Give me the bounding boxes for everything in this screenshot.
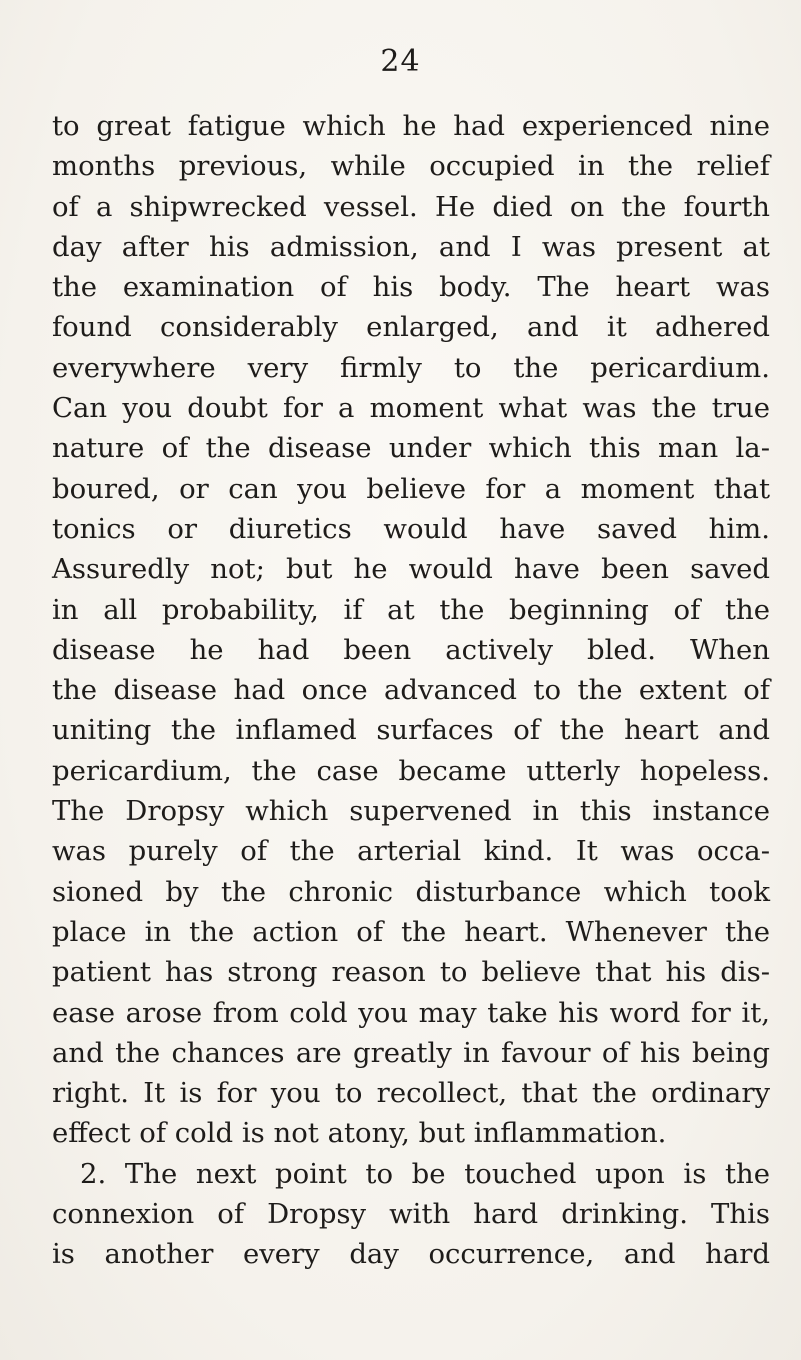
page-number: 24	[380, 44, 421, 79]
text-line: day after his admission, and I was present at	[52, 230, 770, 263]
text-line: The Dropsy which supervened in this instance	[52, 795, 770, 828]
text-line: sioned by the chronic disturbance which took	[52, 875, 770, 908]
text-line: was purely of the arterial kind. It was occa-	[52, 835, 770, 868]
text-line: uniting the inflamed surfaces of the heart and	[52, 714, 770, 747]
body-text	[52, 106, 770, 1275]
text-line: 2. The next point to be touched upon is the	[80, 1157, 770, 1190]
text-line: place in the action of the heart. Whenever the	[52, 915, 770, 948]
text-line: of a shipwrecked vessel. He died on the fourth	[52, 190, 770, 223]
text-line: effect of cold is not atony, but inflammation.	[52, 1117, 667, 1150]
text-line: tonics or diuretics would have saved him.	[52, 512, 770, 545]
text-line: Can you doubt for a moment what was the true	[52, 392, 770, 425]
text-line: connexion of Dropsy with hard drinking. This	[52, 1198, 770, 1231]
text-line: and the chances are greatly in favour of his being	[52, 1036, 770, 1069]
text-line: disease he had been actively bled. When	[52, 633, 770, 666]
text-line: Assuredly not; but he would have been saved	[52, 553, 770, 586]
text-line: in all probability, if at the beginning of the	[52, 593, 770, 626]
text-line: found considerably enlarged, and it adhered	[52, 311, 770, 344]
text-line: months previous, while occupied in the relief	[52, 150, 770, 183]
text-line: ease arose from cold you may take his word for it,	[52, 996, 770, 1029]
text-line: pericardium, the case became utterly hopeless.	[52, 754, 770, 787]
text-line: nature of the disease under which this man la-	[52, 432, 770, 465]
text-line: is another every day occurrence, and hard	[52, 1238, 770, 1271]
text-line: the disease had once advanced to the extent of	[52, 674, 770, 707]
text-line: patient has strong reason to believe that his dis-	[52, 956, 770, 989]
text-line: everywhere very firmly to the pericardium.	[52, 351, 770, 384]
text-line: right. It is for you to recollect, that the ordinary	[52, 1077, 770, 1110]
text-line: the examination of his body. The heart was	[52, 271, 770, 304]
text-line: boured, or can you believe for a moment that	[52, 472, 770, 505]
text-line: to great fatigue which he had experienced nine	[52, 110, 770, 142]
